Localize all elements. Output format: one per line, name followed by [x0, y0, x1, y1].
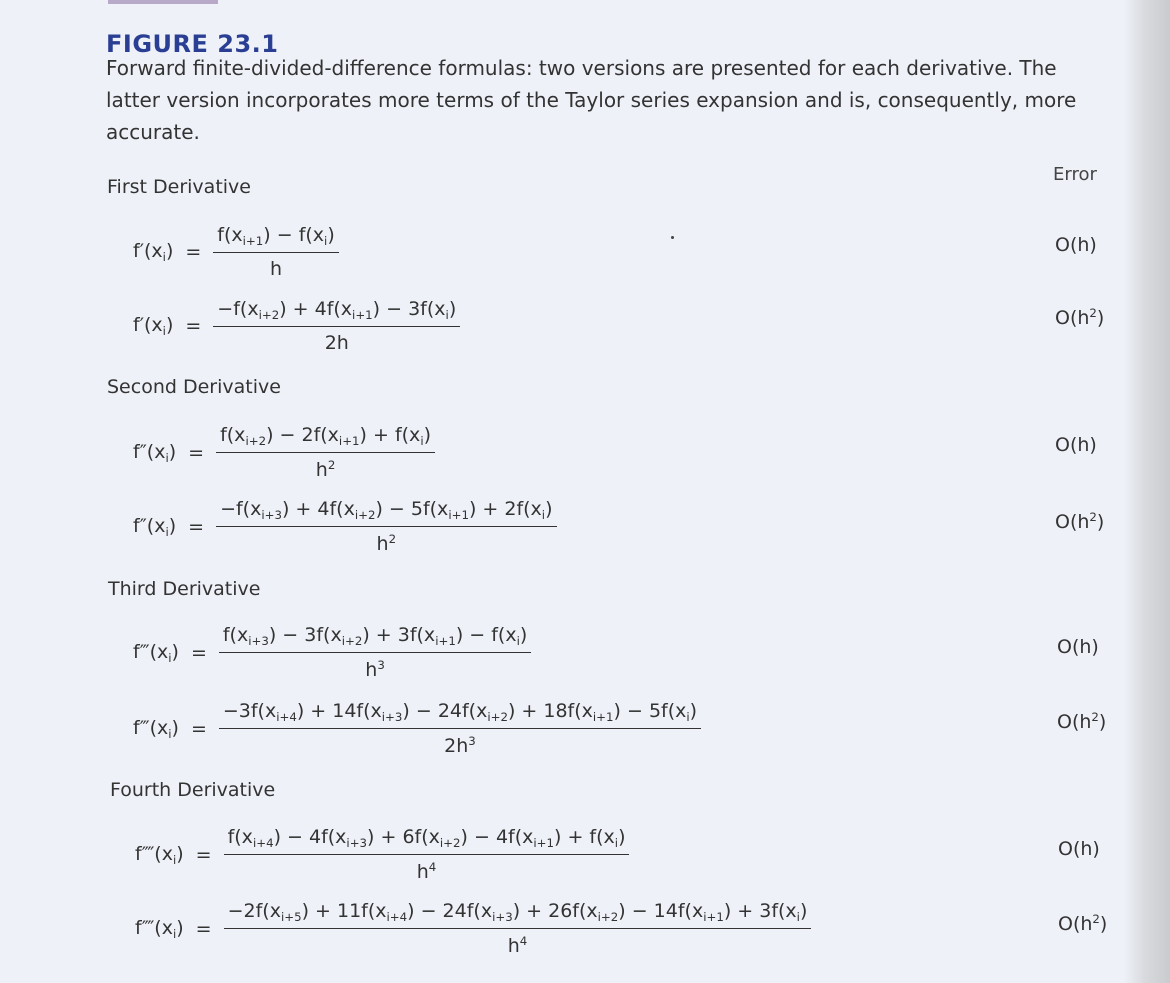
error-order: $O(h^2)$: [1058, 912, 1108, 936]
formula-first-derivative-2: [133, 298, 460, 354]
numerator: $f(x_{i+3}) - 3f(x_{i+2}) + 3f(x_{i+1}) - f(x_i)$: [219, 624, 531, 653]
print-speck: [671, 236, 674, 239]
formula-second-derivative-2: [133, 498, 557, 555]
numerator: $f(x_{i+4}) - 4f(x_{i+3}) + 6f(x_{i+2}) - 4f(x_{i+1}) + f(x_i)$: [224, 826, 630, 855]
section-heading-second-derivative: Second Derivative: [107, 376, 281, 398]
equals-sign: =: [185, 241, 202, 264]
denominator: $h^2$: [315, 458, 336, 482]
section-heading-fourth-derivative: Fourth Derivative: [110, 779, 276, 801]
numerator: $f(x_{i+1}) - f(x_i)$: [213, 224, 338, 253]
figure-caption: Forward finite-divided-difference formulas: two versions are presented for each derivative. The latter version incorporates more terms of the Taylor series expansion and is, consequently, more accurate.: [106, 56, 1077, 144]
fraction: [224, 826, 630, 883]
fraction: [219, 624, 531, 681]
error-order: O(h): [1055, 434, 1097, 456]
numerator: $-3f(x_{i+4}) + 14f(x_{i+3}) - 24f(x_{i+2}) + 18f(x_{i+1}) - 5f(x_i)$: [219, 700, 701, 729]
formula-lhs: $f⁗(x_i)$: [135, 916, 184, 941]
section-heading-third-derivative: Third Derivative: [108, 578, 261, 600]
figure-label: FIGURE 23.1: [106, 30, 279, 58]
formula-lhs: $f‴(x_i)$: [133, 640, 179, 665]
formula-lhs: $f'(x_i)$: [133, 314, 174, 339]
fraction: [219, 700, 701, 757]
denominator: $2h^3$: [444, 734, 476, 758]
denominator: h: [270, 258, 283, 281]
error-order: O(h): [1058, 838, 1100, 860]
formula-fourth-derivative-1: [135, 826, 629, 883]
error-order: O(h): [1055, 234, 1097, 256]
equals-sign: =: [190, 717, 207, 740]
denominator: 2h: [324, 332, 349, 355]
equals-sign: =: [185, 315, 202, 338]
fraction: [213, 298, 460, 354]
formula-lhs: $f‴(x_i)$: [133, 716, 179, 741]
error-order: O(h): [1057, 636, 1099, 658]
equals-sign: =: [195, 917, 212, 940]
fraction: [216, 498, 556, 555]
error-column-heading: Error: [1053, 164, 1097, 185]
numerator: $f(x_{i+2}) - 2f(x_{i+1}) + f(x_i)$: [216, 424, 435, 453]
formula-lhs: $f⁗(x_i)$: [135, 842, 184, 867]
page-edge-shadow: [1124, 0, 1170, 983]
top-color-mark: [108, 0, 218, 4]
numerator: $-f(x_{i+2}) + 4f(x_{i+1}) - 3f(x_i)$: [213, 298, 460, 327]
denominator: $h^4$: [416, 860, 437, 884]
error-order: $O(h^2)$: [1055, 306, 1105, 330]
formula-fourth-derivative-2: [135, 900, 811, 957]
equals-sign: =: [195, 843, 212, 866]
equals-sign: =: [188, 515, 205, 538]
formula-lhs: $f''(x_i)$: [133, 440, 177, 465]
denominator: $h^2$: [376, 532, 397, 556]
formula-lhs: $f'(x_i)$: [133, 240, 174, 265]
fraction: [213, 224, 338, 280]
equals-sign: =: [188, 441, 205, 464]
numerator: $-f(x_{i+3}) + 4f(x_{i+2}) - 5f(x_{i+1}) + 2f(x_i)$: [216, 498, 556, 527]
denominator: $h^3$: [365, 658, 385, 682]
denominator: $h^4$: [507, 934, 528, 958]
formula-lhs: $f''(x_i)$: [133, 514, 177, 539]
fraction: [216, 424, 435, 481]
error-order: $O(h^2)$: [1055, 510, 1105, 534]
formula-third-derivative-1: [133, 624, 531, 681]
formula-third-derivative-2: [133, 700, 701, 757]
error-order: $O(h^2)$: [1057, 710, 1107, 734]
formula-second-derivative-1: [133, 424, 435, 481]
formula-first-derivative-1: [133, 224, 339, 280]
equals-sign: =: [190, 641, 207, 664]
section-heading-first-derivative: First Derivative: [107, 176, 251, 198]
numerator: $-2f(x_{i+5}) + 11f(x_{i+4}) - 24f(x_{i+3}) + 26f(x_{i+2}) - 14f(x_{i+1}) + 3f(x_i)$: [224, 900, 812, 929]
fraction: [224, 900, 812, 957]
